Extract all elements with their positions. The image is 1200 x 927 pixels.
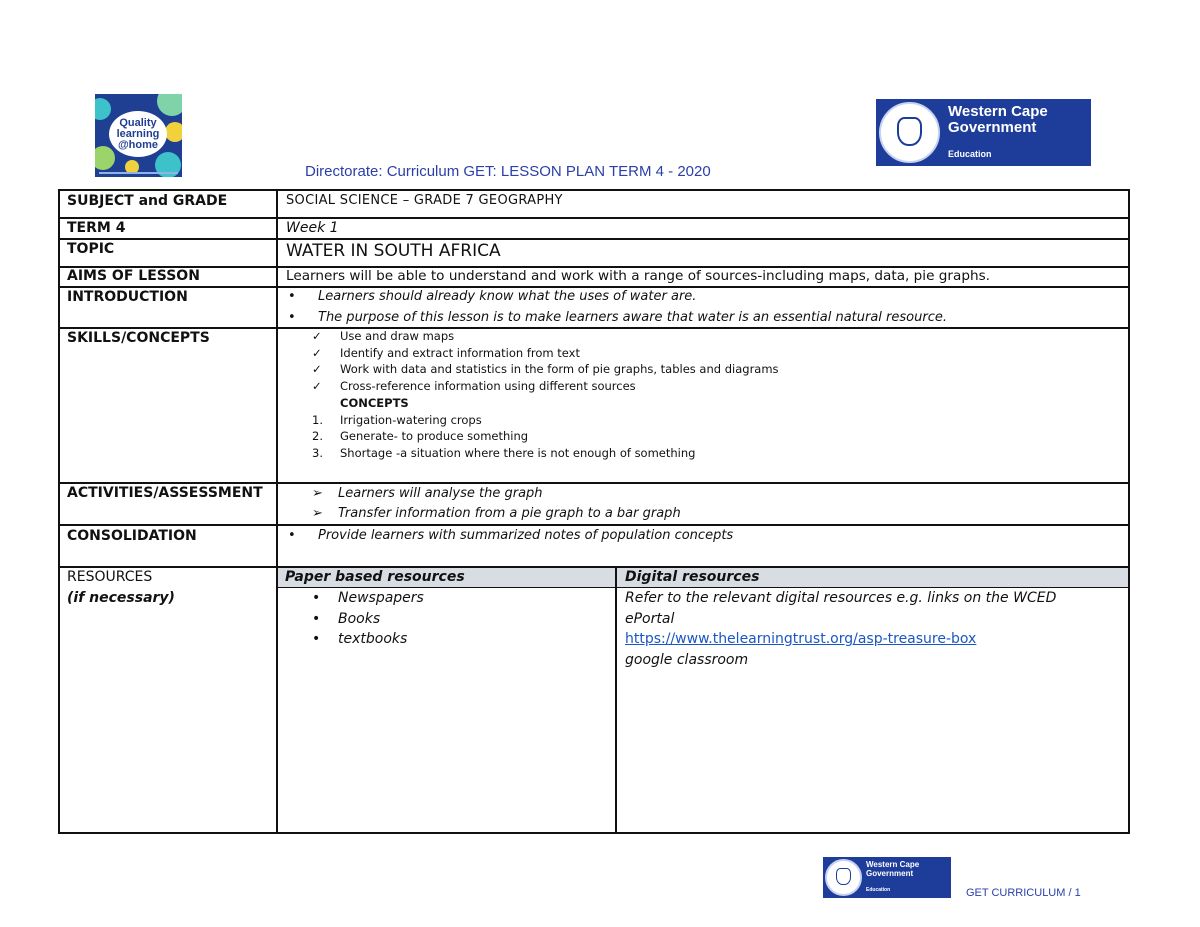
- subject-label: SUBJECT and GRADE: [67, 193, 228, 209]
- skills-item-text: Identify and extract information from text: [340, 346, 580, 360]
- row-divider: [58, 217, 1130, 219]
- wcg-logo-top: [876, 99, 1091, 166]
- row-divider: [58, 238, 1130, 240]
- resources-label: RESOURCES: [67, 569, 153, 585]
- resources-col-divider: [615, 566, 617, 834]
- term-label: TERM 4: [67, 220, 126, 236]
- digital-text-line-4: google classroom: [625, 652, 749, 668]
- wcg-footer-name: [866, 860, 946, 878]
- paper-resources-heading: Paper based resources: [285, 569, 465, 585]
- term-value: Week 1: [286, 220, 339, 236]
- bullet-icon: •: [312, 611, 321, 627]
- ql-line-2: learning: [116, 127, 160, 140]
- intro-item-text: Learners should already know what the uses of water are.: [318, 289, 697, 304]
- activities-label: ACTIVITIES/ASSESSMENT: [67, 485, 263, 501]
- row-divider: [58, 327, 1130, 329]
- treasure-box-link[interactable]: https://www.thelearningtrust.org/asp-treasure-box: [625, 631, 977, 647]
- bullet-icon: •: [288, 528, 296, 543]
- bullet-icon: •: [312, 590, 321, 606]
- consolidation-item-text: Provide learners with summarized notes of population concepts: [318, 528, 734, 543]
- bullet-icon: •: [288, 310, 296, 325]
- skills-item-text: Work with data and statistics in the form of pie graphs, tables and diagrams: [340, 362, 779, 376]
- quality-learning-logo: [95, 94, 182, 177]
- concepts-number: 3.: [312, 446, 323, 460]
- wcg-footer-name-line-1: Western Cape: [866, 860, 920, 869]
- arrow-bullet-icon: ➢: [312, 486, 323, 501]
- row-divider: [58, 524, 1130, 526]
- paper-item-text: textbooks: [338, 631, 408, 647]
- digital-resources-heading: Digital resources: [625, 569, 760, 585]
- subject-value: SOCIAL SCIENCE – GRADE 7 GEOGRAPHY: [286, 193, 563, 208]
- wcg-name-line-1: Western Cape: [948, 103, 1048, 120]
- consolidation-label: CONSOLIDATION: [67, 528, 197, 544]
- checkmark-icon: ✓: [312, 346, 322, 360]
- topic-label: TOPIC: [67, 241, 115, 257]
- concepts-item-text: Irrigation-watering crops: [340, 413, 482, 427]
- digital-text-line-1: Refer to the relevant digital resources e.g. links on the WCED: [625, 590, 1057, 606]
- row-divider: [58, 566, 1130, 568]
- checkmark-icon: ✓: [312, 379, 322, 393]
- topic-value: WATER IN SOUTH AFRICA: [286, 241, 501, 261]
- concepts-item-text: Generate- to produce something: [340, 429, 529, 443]
- skills-item-text: Use and draw maps: [340, 329, 455, 343]
- activities-item-text: Learners will analyse the graph: [338, 486, 543, 501]
- intro-item-text: The purpose of this lesson is to make learners aware that water is an essential natural resource.: [318, 310, 947, 325]
- paper-item-text: Newspapers: [338, 590, 424, 606]
- row-divider: [58, 286, 1130, 288]
- row-divider: [58, 482, 1130, 484]
- wcg-name: [948, 104, 1088, 136]
- wcg-footer-name-line-2: Government: [866, 869, 914, 878]
- footer-page-label: GET CURRICULUM / 1: [966, 887, 1081, 899]
- wcg-crest-icon: [879, 102, 940, 163]
- concepts-number: 1.: [312, 413, 323, 427]
- resources-heading-divider: [277, 587, 1130, 588]
- skills-label: SKILLS/CONCEPTS: [67, 330, 210, 346]
- paper-item-text: Books: [338, 611, 381, 627]
- arrow-bullet-icon: ➢: [312, 506, 323, 521]
- aims-value: Learners will be able to understand and work with a range of sources-including maps, data, pie graphs.: [286, 268, 990, 284]
- resources-sublabel: (if necessary): [67, 590, 175, 606]
- ql-line-1: Quality: [119, 116, 157, 129]
- skills-item-text: Cross-reference information using different sources: [340, 379, 636, 393]
- ql-line-3: @home: [117, 138, 159, 151]
- digital-text-line-2: ePortal: [625, 611, 675, 627]
- page-title: Directorate: Curriculum GET: LESSON PLAN TERM 4 - 2020: [305, 163, 711, 180]
- wcg-footer-sub: Education: [866, 887, 891, 893]
- checkmark-icon: ✓: [312, 329, 322, 343]
- concepts-item-text: Shortage -a situation where there is not enough of something: [340, 446, 696, 460]
- table-border-top: [58, 189, 1130, 191]
- bullet-icon: •: [312, 631, 321, 647]
- wcg-crest-icon: [825, 859, 862, 896]
- ql-strip: [99, 172, 178, 174]
- concepts-heading-text: CONCEPTS: [340, 396, 409, 410]
- activities-item-text: Transfer information from a pie graph to a bar graph: [338, 506, 681, 521]
- wcg-sub: Education: [948, 149, 992, 159]
- concepts-number: 2.: [312, 429, 323, 443]
- aims-label: AIMS OF LESSON: [67, 268, 200, 284]
- wcg-name-line-2: Government: [948, 119, 1037, 136]
- checkmark-icon: ✓: [312, 362, 322, 376]
- table-border-bottom: [58, 832, 1130, 834]
- bullet-icon: •: [288, 289, 296, 304]
- introduction-label: INTRODUCTION: [67, 289, 188, 305]
- wcg-logo-footer: [823, 857, 951, 898]
- quality-learning-badge: [109, 111, 167, 157]
